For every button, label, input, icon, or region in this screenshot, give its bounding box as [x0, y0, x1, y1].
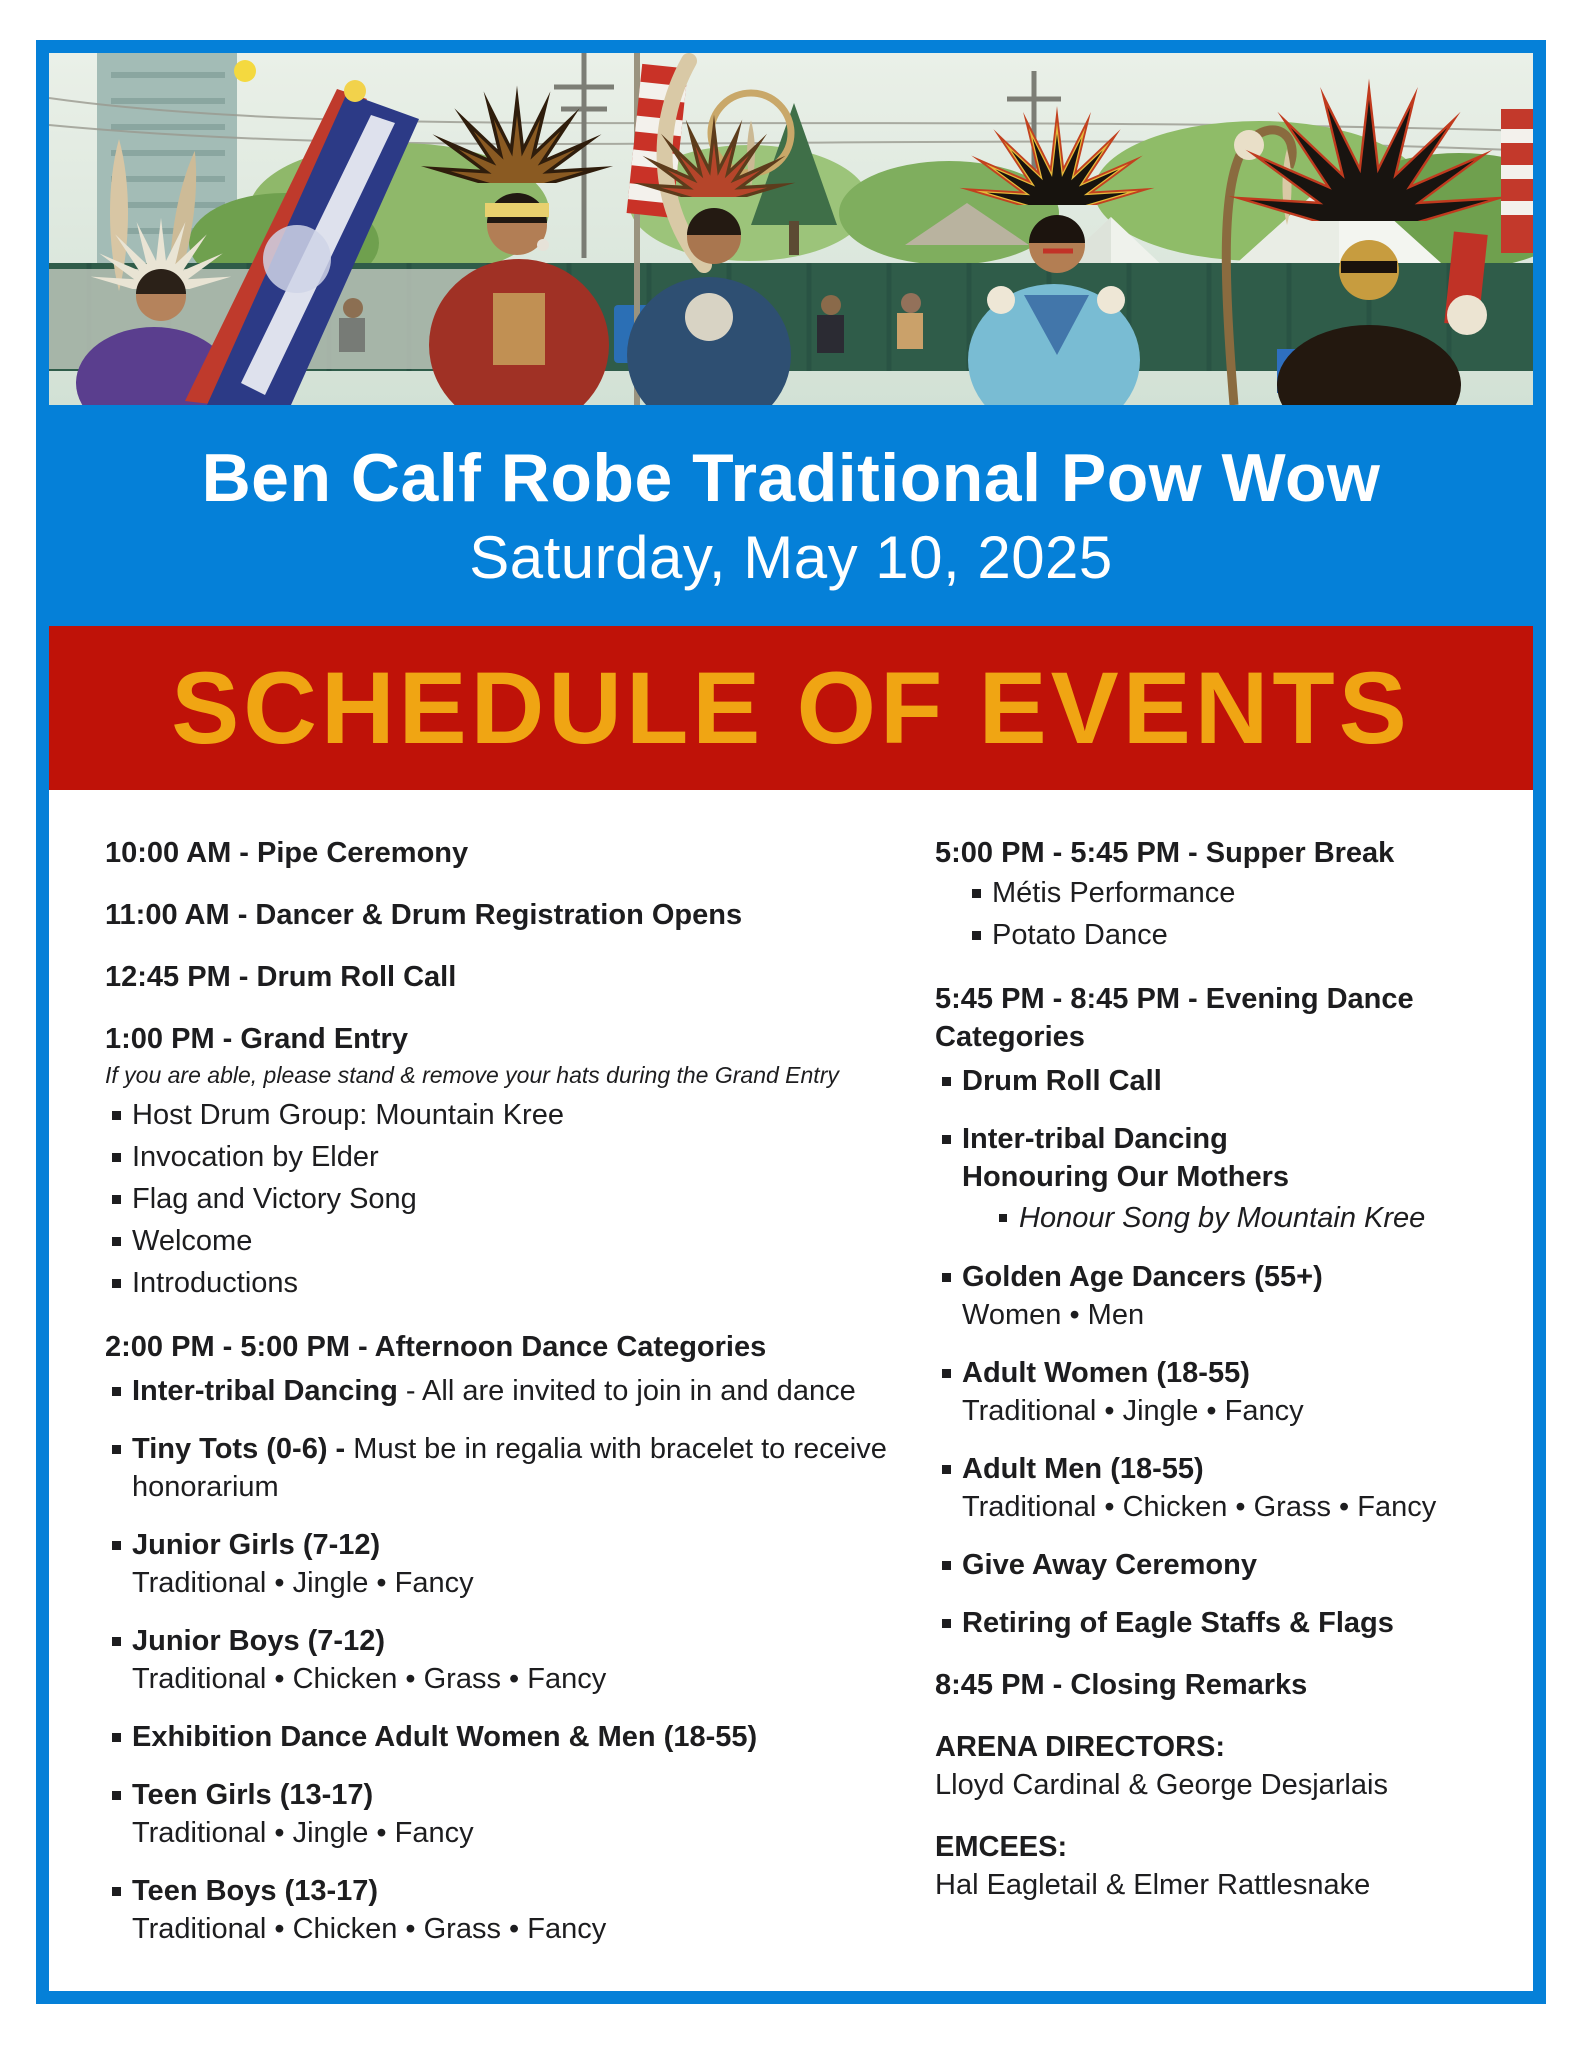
event-closing-remarks: [935, 1666, 1517, 1704]
list-item-text: Host Drum Group: Mountain Kree: [132, 1099, 564, 1131]
square-bullet-icon: [112, 1387, 121, 1396]
square-bullet-icon: [972, 889, 981, 898]
item-styles: Traditional • Chicken • Grass • Fancy: [132, 1913, 607, 1945]
square-bullet-icon: [112, 1791, 121, 1800]
list-item-text: Flag and Victory Song: [132, 1183, 417, 1215]
arena-directors: [935, 1728, 1517, 1804]
title-banner: [49, 405, 1533, 626]
list-item: [105, 1220, 905, 1262]
item-lead: Adult Women (18-55): [962, 1357, 1250, 1389]
grand-entry-note: If you are able, please stand & remove your hats during the Grand Entry: [105, 1062, 839, 1088]
list-item: [105, 1262, 905, 1304]
powwow-photo: [49, 53, 1533, 405]
event-supper-break: [935, 834, 1517, 956]
arena-directors-heading: ARENA DIRECTORS:: [935, 1731, 1226, 1763]
event-grand-entry: [105, 1020, 905, 1304]
schedule-content: [49, 790, 1533, 1991]
event-heading: 2:00 PM - 5:00 PM - Afternoon Dance Categories: [105, 1331, 767, 1363]
list-item-text: Invocation by Elder: [132, 1141, 379, 1173]
square-bullet-icon: [942, 1077, 951, 1086]
item-styles: Women • Men: [962, 1299, 1145, 1331]
list-item: [965, 914, 1517, 956]
item-lead-line2: Honouring Our Mothers: [962, 1161, 1290, 1193]
emcees: [935, 1828, 1517, 1904]
list-item: [105, 1622, 905, 1698]
list-item: [992, 1198, 1517, 1238]
list-item: [105, 1526, 905, 1602]
event-evening-categories: [935, 980, 1517, 1642]
item-lead: Give Away Ceremony: [962, 1549, 1257, 1581]
poster-date: Saturday, May 10, 2025: [469, 523, 1113, 591]
item-styles: Traditional • Chicken • Grass • Fancy: [962, 1491, 1437, 1523]
square-bullet-icon: [112, 1279, 121, 1288]
list-item-text: Potato Dance: [992, 919, 1168, 951]
item-lead: Drum Roll Call: [962, 1065, 1162, 1097]
event-heading: 5:00 PM - 5:45 PM - Supper Break: [935, 837, 1395, 869]
list-item: [105, 1718, 905, 1756]
afternoon-list: [105, 1372, 905, 1948]
list-item: [965, 872, 1517, 914]
square-bullet-icon: [942, 1619, 951, 1628]
square-bullet-icon: [112, 1153, 121, 1162]
item-styles: Traditional • Chicken • Grass • Fancy: [132, 1663, 607, 1695]
item-lead: Junior Girls (7-12): [132, 1529, 381, 1561]
list-item: [105, 1372, 905, 1410]
item-lead: Adult Men (18-55): [962, 1453, 1204, 1485]
list-item: [105, 1178, 905, 1220]
square-bullet-icon: [942, 1273, 951, 1282]
event-heading: 12:45 PM - Drum Roll Call: [105, 961, 457, 993]
powwow-photo-illustration: [49, 53, 1533, 405]
square-bullet-icon: [942, 1135, 951, 1144]
item-styles: Traditional • Jingle • Fancy: [132, 1567, 474, 1599]
event-registration: [105, 896, 905, 934]
square-bullet-icon: [112, 1195, 121, 1204]
flag-right-edge: [1501, 109, 1533, 253]
evening-list: [935, 1062, 1517, 1642]
schedule-column-right: [935, 834, 1517, 1991]
item-lead: Tiny Tots (0-6) -: [132, 1433, 354, 1465]
supper-list: [935, 872, 1517, 956]
emcees-names: Hal Eagletail & Elmer Rattlesnake: [935, 1869, 1371, 1901]
event-pipe-ceremony: [105, 834, 905, 872]
item-lead: Inter-tribal Dancing: [132, 1375, 398, 1407]
list-item: [105, 1430, 905, 1506]
list-item: [935, 1354, 1517, 1430]
list-item: [105, 1872, 905, 1948]
list-item: [105, 1094, 905, 1136]
event-afternoon-categories: [105, 1328, 905, 1948]
square-bullet-icon: [112, 1445, 121, 1454]
list-item-text: Introductions: [132, 1267, 299, 1299]
list-item-text: Métis Performance: [992, 877, 1236, 909]
list-item: [935, 1120, 1517, 1238]
event-heading: 8:45 PM - Closing Remarks: [935, 1669, 1308, 1701]
item-rest: Must be in regalia with bracelet to receive honorarium: [132, 1433, 887, 1503]
square-bullet-icon: [112, 1733, 121, 1742]
square-bullet-icon: [942, 1465, 951, 1474]
poster-title: Ben Calf Robe Traditional Pow Wow: [201, 439, 1381, 516]
item-lead: Junior Boys (7-12): [132, 1625, 385, 1657]
schedule-column-left: [105, 834, 935, 1991]
square-bullet-icon: [112, 1887, 121, 1896]
list-item-text: Welcome: [132, 1225, 253, 1257]
square-bullet-icon: [942, 1561, 951, 1570]
item-lead: Exhibition Dance Adult Women & Men (18-55): [132, 1721, 758, 1753]
list-item: [105, 1776, 905, 1852]
square-bullet-icon: [112, 1637, 121, 1646]
grand-entry-list: [105, 1094, 905, 1304]
item-lead: Teen Boys (13-17): [132, 1875, 379, 1907]
event-heading: 5:45 PM - 8:45 PM - Evening Dance Categories: [935, 983, 1414, 1053]
square-bullet-icon: [972, 931, 981, 940]
arena-directors-names: Lloyd Cardinal & George Desjarlais: [935, 1769, 1388, 1801]
event-drum-roll-call: [105, 958, 905, 996]
list-item: [935, 1604, 1517, 1642]
square-bullet-icon: [112, 1541, 121, 1550]
item-lead: Inter-tribal Dancing: [962, 1123, 1228, 1155]
item-styles: Traditional • Jingle • Fancy: [132, 1817, 474, 1849]
event-heading: 1:00 PM - Grand Entry: [105, 1023, 408, 1055]
item-lead: Retiring of Eagle Staffs & Flags: [962, 1607, 1394, 1639]
list-item: [935, 1450, 1517, 1526]
item-styles: Traditional • Jingle • Fancy: [962, 1395, 1304, 1427]
list-item: [935, 1546, 1517, 1584]
square-bullet-icon: [112, 1237, 121, 1246]
poster-frame: [36, 40, 1546, 2004]
item-lead: Teen Girls (13-17): [132, 1779, 374, 1811]
schedule-banner: [49, 626, 1533, 790]
event-heading: 10:00 AM - Pipe Ceremony: [105, 837, 469, 869]
square-bullet-icon: [942, 1369, 951, 1378]
list-item: [105, 1136, 905, 1178]
square-bullet-icon: [112, 1111, 121, 1120]
item-rest: - All are invited to join in and dance: [397, 1375, 856, 1407]
list-item-text: Honour Song by Mountain Kree: [1019, 1202, 1426, 1234]
list-item: [935, 1062, 1517, 1100]
emcees-heading: EMCEES:: [935, 1831, 1068, 1863]
schedule-banner-label: SCHEDULE OF EVENTS: [171, 651, 1411, 765]
item-lead: Golden Age Dancers (55+): [962, 1261, 1323, 1293]
event-heading: 11:00 AM - Dancer & Drum Registration Opens: [105, 899, 743, 931]
square-bullet-icon: [999, 1214, 1007, 1222]
list-item: [935, 1258, 1517, 1334]
